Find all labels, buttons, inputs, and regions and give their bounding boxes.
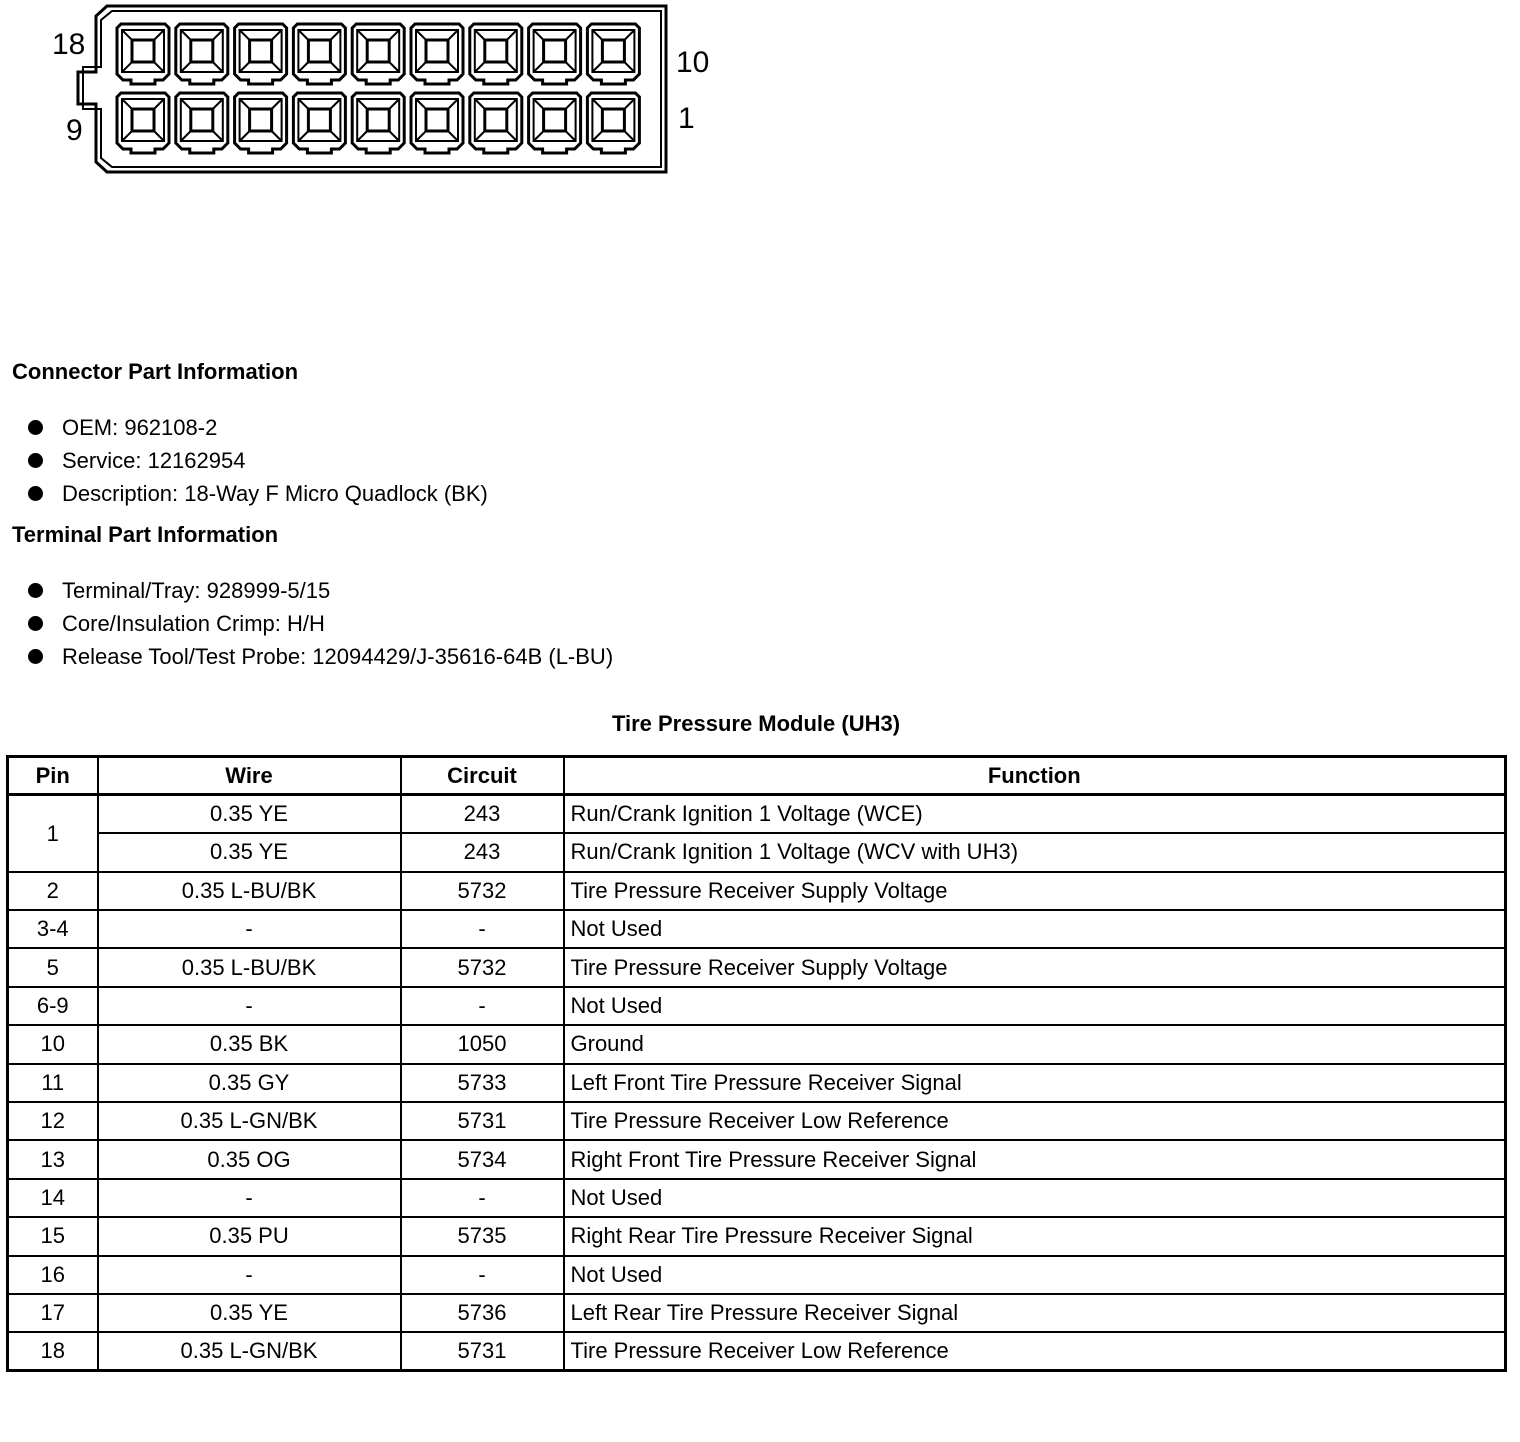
- terminal-info-list: [28, 574, 613, 673]
- cavity: [235, 93, 287, 153]
- bullet-icon: [28, 649, 43, 664]
- cell-function: Right Front Tire Pressure Receiver Signal: [564, 1140, 1506, 1178]
- connector-service: Service: 12162954: [62, 448, 246, 473]
- cell-pin: 6-9: [8, 987, 98, 1025]
- terminal-crimp: Core/Insulation Crimp: H/H: [62, 611, 325, 636]
- list-item: [28, 640, 613, 673]
- cell-wire: 0.35 GY: [98, 1064, 401, 1102]
- table-row: [8, 1256, 1506, 1294]
- cavity: [176, 93, 228, 153]
- cavity: [117, 93, 169, 153]
- cell-circuit: 5734: [401, 1140, 564, 1178]
- table-row: [8, 1294, 1506, 1332]
- cell-pin: 5: [8, 948, 98, 986]
- cell-circuit: -: [401, 1256, 564, 1294]
- cell-pin: 15: [8, 1217, 98, 1255]
- list-item: [28, 574, 613, 607]
- cavity: [411, 93, 463, 153]
- table-row: [8, 1025, 1506, 1063]
- cell-wire: 0.35 YE: [98, 795, 401, 833]
- cell-circuit: 1050: [401, 1025, 564, 1063]
- cell-wire: -: [98, 1256, 401, 1294]
- header-circuit: Circuit: [401, 757, 564, 795]
- cell-circuit: 5732: [401, 948, 564, 986]
- cavity: [587, 93, 639, 153]
- table-header-row: [8, 757, 1506, 795]
- terminal-tray: Terminal/Tray: 928999-5/15: [62, 578, 331, 603]
- bullet-icon: [28, 486, 43, 501]
- table-row: [8, 1179, 1506, 1217]
- cell-function: Not Used: [564, 987, 1506, 1025]
- cavity: [176, 24, 228, 84]
- cell-function: Right Rear Tire Pressure Receiver Signal: [564, 1217, 1506, 1255]
- pinout-table: [6, 755, 1507, 1372]
- pin-label-10: 10: [676, 46, 710, 79]
- cavity: [411, 24, 463, 84]
- connector-description: Description: 18-Way F Micro Quadlock (BK): [62, 481, 488, 506]
- cell-wire: 0.35 BK: [98, 1025, 401, 1063]
- cell-wire: 0.35 OG: [98, 1140, 401, 1178]
- cell-pin: 1: [8, 795, 98, 872]
- cell-function: Run/Crank Ignition 1 Voltage (WCV with UH3): [564, 833, 1506, 871]
- table-row: [8, 1332, 1506, 1370]
- cell-circuit: -: [401, 1179, 564, 1217]
- connector-oem: OEM: 962108-2: [62, 415, 218, 440]
- cell-function: Tire Pressure Receiver Supply Voltage: [564, 872, 1506, 910]
- bullet-icon: [28, 420, 43, 435]
- cell-circuit: 243: [401, 795, 564, 833]
- header-function: Function: [564, 757, 1506, 795]
- cavity: [470, 24, 522, 84]
- cell-pin: 12: [8, 1102, 98, 1140]
- cavity: [293, 24, 345, 84]
- cell-circuit: 5736: [401, 1294, 564, 1332]
- cavity: [587, 24, 639, 84]
- cell-function: Not Used: [564, 1179, 1506, 1217]
- terminal-release-tool: Release Tool/Test Probe: 12094429/J-35616-64B (L-BU): [62, 644, 614, 669]
- cell-wire: -: [98, 987, 401, 1025]
- header-wire: Wire: [98, 757, 401, 795]
- cell-function: Left Rear Tire Pressure Receiver Signal: [564, 1294, 1506, 1332]
- list-item: [28, 444, 488, 477]
- cell-wire: -: [98, 910, 401, 948]
- table-row: [8, 833, 1506, 871]
- cell-function: Tire Pressure Receiver Low Reference: [564, 1102, 1506, 1140]
- table-row: [8, 1102, 1506, 1140]
- cell-pin: 17: [8, 1294, 98, 1332]
- cavity: [470, 93, 522, 153]
- cell-circuit: 5733: [401, 1064, 564, 1102]
- cavity: [352, 24, 404, 84]
- cell-pin: 3-4: [8, 910, 98, 948]
- cell-pin: 2: [8, 872, 98, 910]
- table-caption: Tire Pressure Module (UH3): [611, 711, 901, 736]
- cell-function: Not Used: [564, 910, 1506, 948]
- cell-function: Tire Pressure Receiver Low Reference: [564, 1332, 1506, 1370]
- cell-pin: 14: [8, 1179, 98, 1217]
- cavity: [529, 24, 581, 84]
- cell-pin: 10: [8, 1025, 98, 1063]
- table-row: [8, 910, 1506, 948]
- cell-wire: 0.35 L-BU/BK: [98, 872, 401, 910]
- cell-pin: 18: [8, 1332, 98, 1370]
- pin-label-9: 9: [66, 114, 83, 147]
- connector-info-list: [28, 411, 488, 510]
- connector-info-title: Connector Part Information: [12, 359, 299, 384]
- cavity: [117, 24, 169, 84]
- pin-label-1: 1: [678, 102, 695, 135]
- cavity: [293, 93, 345, 153]
- cavity: [235, 24, 287, 84]
- cell-circuit: 5731: [401, 1102, 564, 1140]
- cell-wire: 0.35 YE: [98, 1294, 401, 1332]
- cell-wire: 0.35 L-GN/BK: [98, 1332, 401, 1370]
- bullet-icon: [28, 616, 43, 631]
- connector-face-drawing: [0, 0, 720, 180]
- cell-circuit: -: [401, 910, 564, 948]
- cell-function: Ground: [564, 1025, 1506, 1063]
- list-item: [28, 607, 613, 640]
- cell-circuit: 243: [401, 833, 564, 871]
- cell-wire: 0.35 L-BU/BK: [98, 948, 401, 986]
- cell-pin: 13: [8, 1140, 98, 1178]
- cell-wire: 0.35 PU: [98, 1217, 401, 1255]
- cell-circuit: 5731: [401, 1332, 564, 1370]
- cell-circuit: 5732: [401, 872, 564, 910]
- table-row: [8, 948, 1506, 986]
- header-pin: Pin: [8, 757, 98, 795]
- cell-circuit: -: [401, 987, 564, 1025]
- cell-wire: 0.35 YE: [98, 833, 401, 871]
- cell-pin: 16: [8, 1256, 98, 1294]
- cell-function: Left Front Tire Pressure Receiver Signal: [564, 1064, 1506, 1102]
- table-row: [8, 1217, 1506, 1255]
- bullet-icon: [28, 453, 43, 468]
- table-row: [8, 1064, 1506, 1102]
- bullet-icon: [28, 583, 43, 598]
- table-row: [8, 872, 1506, 910]
- cell-pin: 11: [8, 1064, 98, 1102]
- table-row: [8, 795, 1506, 833]
- pin-label-18: 18: [52, 28, 86, 61]
- terminal-info-title: Terminal Part Information: [12, 522, 279, 547]
- connector-cavities: [117, 24, 639, 153]
- list-item: [28, 411, 488, 444]
- cell-circuit: 5735: [401, 1217, 564, 1255]
- cavity: [529, 93, 581, 153]
- cell-function: Run/Crank Ignition 1 Voltage (WCE): [564, 795, 1506, 833]
- table-row: [8, 987, 1506, 1025]
- list-item: [28, 477, 488, 510]
- table-row: [8, 1140, 1506, 1178]
- cell-wire: 0.35 L-GN/BK: [98, 1102, 401, 1140]
- cell-function: Tire Pressure Receiver Supply Voltage: [564, 948, 1506, 986]
- cell-function: Not Used: [564, 1256, 1506, 1294]
- cell-wire: -: [98, 1179, 401, 1217]
- cavity: [352, 93, 404, 153]
